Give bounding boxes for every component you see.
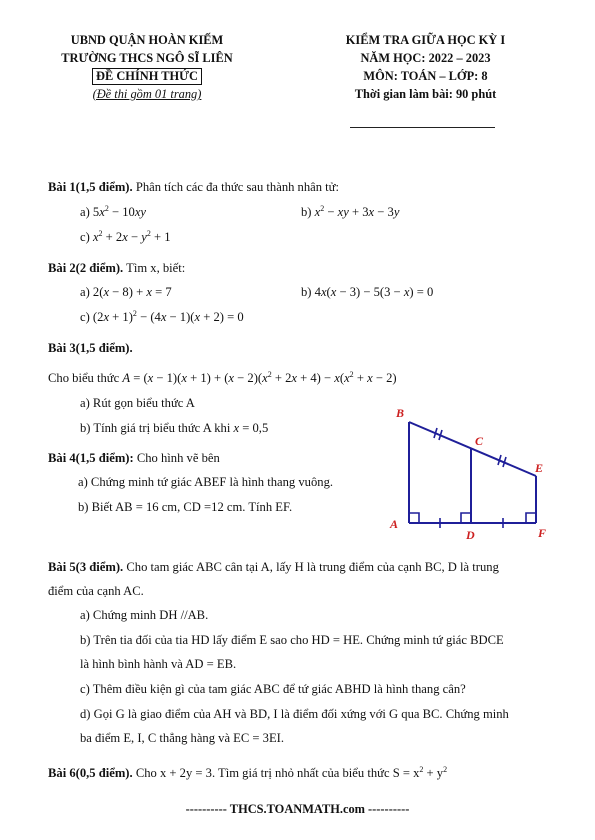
trapezoid-figure bbox=[382, 402, 552, 542]
district-name: UBND QUẬN HOÀN KIẾM bbox=[70, 33, 224, 47]
right-angle-a bbox=[409, 513, 419, 523]
bai4-prompt: Cho hình vẽ bên bbox=[136, 451, 220, 465]
exam-title: KIỂM TRA GIỮA HỌC KỲ I bbox=[345, 33, 506, 47]
bai4-item-a: a) Chứng minh tứ giác ABEF là hình thang vuông. bbox=[78, 475, 334, 489]
school-year: NĂM HỌC: 2022 – 2023 bbox=[360, 51, 491, 65]
bai5-item-d1: d) Gọi G là giao điểm của AH và BD, I là điểm đối xứng với G qua BC. Chứng minh bbox=[80, 707, 509, 721]
bai1-item-a: a) $5x^2 - 10xy$ bbox=[80, 204, 147, 219]
subject-grade: MÔN: TOÁN – LỚP: 8 bbox=[363, 69, 488, 83]
bai6-prompt: Cho x + 2y = 3. Tìm giá trị nhỏ nhất của biểu thức S = x bbox=[135, 766, 420, 780]
label-a: A bbox=[390, 517, 399, 531]
bai4-title: Bài 4(1,5 điểm): bbox=[48, 451, 134, 465]
footer-source: ---------- THCS.TOANMATH.com ---------- bbox=[185, 802, 410, 816]
bai5-item-b2: là hình bình hành và AD = EB. bbox=[80, 657, 237, 671]
bai2-prompt: Tìm x, biết: bbox=[126, 261, 186, 275]
bai2-heading bbox=[48, 260, 185, 276]
bai1-heading bbox=[48, 179, 339, 195]
bai3-item-a: a) Rút gọn biểu thức A bbox=[80, 396, 195, 410]
bai2-item-a: a) 2(x − 8) + x = 7 bbox=[80, 285, 172, 299]
bai5-item-d2: ba điểm E, I, C thẳng hàng và EC = 3EI. bbox=[80, 731, 285, 745]
time-limit: Thời gian làm bài: 90 phút bbox=[354, 87, 497, 101]
bai6-line: Bài 6(0,5 điểm). Cho x + 2y = 3. Tìm giá trị nhỏ nhất của biểu thức $S = x^2 + y^2$ bbox=[48, 765, 448, 780]
bai3-expression: Cho biểu thức $A = (x - 1)(x + 1) + (x - 2)(x^2 + 2x + 4) - x(x^2 + x - 2)$ bbox=[48, 370, 397, 385]
exam-header bbox=[318, 31, 533, 103]
bai5-title: Bài 5(3 điểm). bbox=[48, 560, 124, 574]
bai3-item-b-text: b) Tính giá trị biểu thức A khi bbox=[80, 421, 231, 435]
bai2-item-b: b) 4x(x − 3) − 5(3 − x) = 0 bbox=[301, 285, 434, 299]
label-f: F bbox=[538, 526, 547, 540]
official-exam-label: ĐỀ CHÍNH THỨC bbox=[92, 68, 202, 85]
label-b: B bbox=[396, 406, 405, 420]
bai2-title: Bài 2(2 điểm). bbox=[48, 261, 124, 275]
bai4-heading bbox=[48, 450, 220, 466]
bai2-item-c: c) $(2x + 1)^2 - (4x - 1)(x + 2) = 0$ bbox=[80, 309, 244, 324]
bai3-intro: Cho biểu thức bbox=[48, 371, 120, 385]
bai3-title: Bài 3(1,5 điểm). bbox=[48, 341, 133, 355]
bai5-line2: điểm của cạnh AC. bbox=[48, 584, 144, 598]
bai1-prompt: Phân tích các đa thức sau thành nhân tử: bbox=[135, 180, 340, 194]
label-c: C bbox=[475, 434, 484, 448]
bai1-item-c: c) $x^2 + 2x - y^2 + 1$ bbox=[80, 229, 171, 244]
bai1-item-b: b) $x^2$ − xy + 3x − 3y bbox=[301, 204, 400, 219]
bai5-item-c: c) Thêm điều kiện gì của tam giác ABC để tứ giác ABHD là hình thang cân? bbox=[80, 682, 466, 696]
bai4-item-b: b) Biết AB = 16 cm, CD =12 cm. Tính EF. bbox=[78, 500, 293, 514]
bai3-heading bbox=[48, 340, 133, 356]
right-angle-f bbox=[526, 513, 536, 523]
bai5-text-1: Cho tam giác ABC cân tại A, lấy H là trung điểm của cạnh BC, D là trung bbox=[126, 560, 499, 574]
school-header bbox=[52, 31, 242, 103]
label-d: D bbox=[466, 528, 475, 542]
segment-be bbox=[409, 422, 536, 476]
bai5-item-b1: b) Trên tia đối của tia HD lấy điểm E sao cho HD = HE. Chứng minh tứ giác BDCE bbox=[80, 633, 504, 647]
label-e: E bbox=[535, 461, 544, 475]
bai5-line1 bbox=[48, 559, 499, 575]
bai5-item-a: a) Chứng minh DH //AB. bbox=[80, 608, 209, 622]
bai1-title: Bài 1(1,5 điểm). bbox=[48, 180, 133, 194]
page-count-note: (Đề thi gồm 01 trang) bbox=[92, 87, 202, 101]
right-angle-d bbox=[461, 513, 471, 523]
bai6-mid: + y bbox=[423, 766, 444, 780]
bai3-item-b: b) Tính giá trị biểu thức A khi x = 0,5 bbox=[80, 421, 269, 435]
bai6-title: Bài 6(0,5 điểm). bbox=[48, 766, 133, 780]
header-rule bbox=[350, 127, 495, 128]
school-name: TRƯỜNG THCS NGÔ SĨ LIÊN bbox=[61, 51, 233, 65]
